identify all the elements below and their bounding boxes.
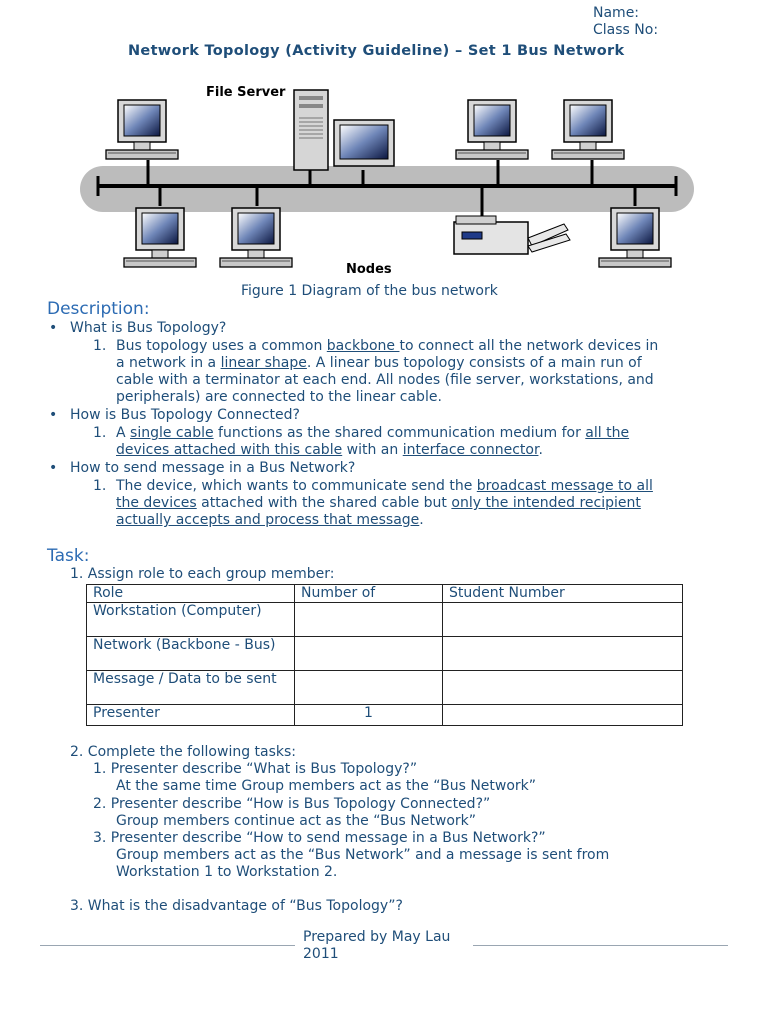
footer-author: Prepared by May Lau bbox=[303, 929, 451, 945]
answer-3-line-1: The device, which wants to communicate send the broadcast message to all bbox=[116, 478, 653, 494]
table-header: Role bbox=[87, 585, 295, 603]
table-cell[interactable] bbox=[295, 671, 443, 705]
table-cell: Workstation (Computer) bbox=[87, 603, 295, 637]
answer-3-line-3: actually accepts and process that message. bbox=[116, 512, 424, 528]
question-2: How is Bus Topology Connected? bbox=[70, 407, 300, 423]
subtask-2-detail: Group members continue act as the “Bus Network” bbox=[116, 813, 477, 829]
task-heading: Task: bbox=[47, 546, 90, 566]
all-the-devices-link: all the bbox=[585, 425, 630, 441]
subtask-3: 3. Presenter describe “How to send message in a Bus Network?” bbox=[93, 830, 546, 846]
list-number: 1. bbox=[93, 478, 107, 494]
task-item-3: 3. What is the disadvantage of “Bus Topology”? bbox=[70, 898, 403, 914]
table-cell[interactable] bbox=[443, 705, 683, 726]
table-row bbox=[87, 637, 683, 671]
backbone-link: backbone bbox=[326, 338, 400, 354]
table-cell[interactable] bbox=[443, 671, 683, 705]
interface-connector-link: interface connector bbox=[402, 442, 539, 458]
footer-year: 2011 bbox=[303, 946, 339, 962]
footer-divider-right bbox=[473, 945, 728, 946]
name-label: Name: bbox=[593, 5, 640, 21]
description-heading: Description: bbox=[47, 299, 150, 319]
answer-1-line-1: Bus topology uses a common backbone to connect all the network devices in bbox=[116, 338, 659, 354]
bullet-icon: • bbox=[49, 320, 58, 336]
answer-2-line-1: A single cable functions as the shared communication medium for all the bbox=[116, 425, 630, 441]
answer-1-line-4: peripherals) are connected to the linear cable. bbox=[116, 389, 442, 405]
bullet-icon: • bbox=[49, 407, 58, 423]
answer-2-line-2: devices attached with this cable with an interface connector. bbox=[116, 442, 543, 458]
subtask-2: 2. Presenter describe “How is Bus Topology Connected?” bbox=[93, 796, 491, 812]
table-row bbox=[87, 671, 683, 705]
answer-1-line-2: a network in a linear shape. A linear bus topology consists of a main run of bbox=[116, 355, 642, 371]
question-3: How to send message in a Bus Network? bbox=[70, 460, 356, 476]
bullet-icon: • bbox=[49, 460, 58, 476]
footer-divider-left bbox=[40, 945, 295, 946]
table-cell: Message / Data to be sent bbox=[87, 671, 295, 705]
answer-3-line-2: the devices attached with the shared cable but only the intended recipient bbox=[116, 495, 641, 511]
answer-1-line-3: cable with a terminator at each end. All nodes (file server, workstations, and bbox=[116, 372, 654, 388]
list-number: 1. bbox=[93, 338, 107, 354]
table-cell[interactable] bbox=[295, 603, 443, 637]
table-header: Student Number bbox=[443, 585, 683, 603]
role-assignment-table bbox=[86, 584, 683, 726]
intended-recipient-link: only the intended recipient bbox=[451, 495, 641, 511]
table-cell[interactable] bbox=[295, 637, 443, 671]
page-title: Network Topology (Activity Guideline) – Set 1 Bus Network bbox=[128, 43, 625, 59]
subtask-1: 1. Presenter describe “What is Bus Topology?” bbox=[93, 761, 418, 777]
question-1: What is Bus Topology? bbox=[70, 320, 227, 336]
file-server-label: File Server bbox=[206, 85, 286, 100]
subtask-3-detail-2: Workstation 1 to Workstation 2. bbox=[116, 864, 338, 880]
table-row bbox=[87, 603, 683, 637]
table-row bbox=[87, 705, 683, 726]
table-header-row bbox=[87, 585, 683, 603]
bus-network-diagram bbox=[70, 80, 710, 280]
subtask-1-detail: At the same time Group members act as the “Bus Network” bbox=[116, 778, 537, 794]
table-cell[interactable]: 1 bbox=[295, 705, 443, 726]
subtask-3-detail: Group members act as the “Bus Network” and a message is sent from bbox=[116, 847, 610, 863]
task-item-2: 2. Complete the following tasks: bbox=[70, 744, 297, 760]
nodes-label: Nodes bbox=[346, 262, 392, 277]
table-cell: Presenter bbox=[87, 705, 295, 726]
class-no-label: Class No: bbox=[593, 22, 659, 38]
table-cell[interactable] bbox=[443, 603, 683, 637]
single-cable-link: single cable bbox=[130, 425, 214, 441]
list-number: 1. bbox=[93, 425, 107, 441]
table-header: Number of bbox=[295, 585, 443, 603]
broadcast-message-link: broadcast message to all bbox=[476, 478, 653, 494]
figure-caption: Figure 1 Diagram of the bus network bbox=[241, 283, 498, 299]
task-item-1: 1. Assign role to each group member: bbox=[70, 566, 335, 582]
table-cell: Network (Backbone - Bus) bbox=[87, 637, 295, 671]
linear-shape-link: linear shape bbox=[220, 355, 307, 371]
table-cell[interactable] bbox=[443, 637, 683, 671]
